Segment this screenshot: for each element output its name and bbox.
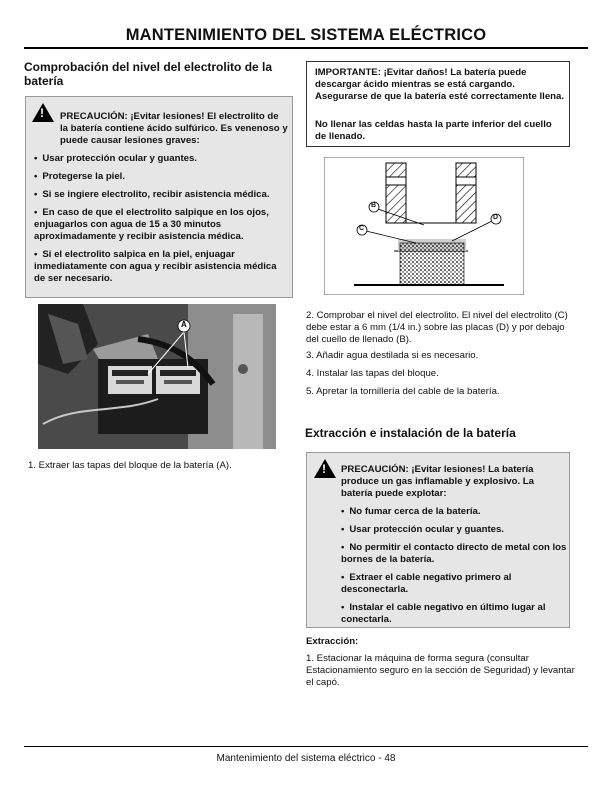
caution-bullet: • Instalar el cable negativo en último lugar al conectarla. [341,602,546,625]
section-heading-battery-removal: Extracción e instalación de la batería [305,426,516,440]
caution-bullet: • Protegerse la piel. [34,171,126,182]
caution-bullet: • Si se ingiere electrolito, recibir asistencia médica. [34,189,270,200]
step-4-install-caps: 4. Instalar las tapas del bloque. [306,368,439,379]
caution-intro: PRECAUCIÓN: ¡Evitar lesiones! La batería produce un gas inflamable y explosivo. La batería puede explotar: [341,464,534,499]
step-3-add-water: 3. Añadir agua destilada si es necesario. [306,350,479,361]
caution-bullet: • Si el electrolito salpica en la piel, enjuagar inmediatamente con agua y recibir asistencia médica de ser necesario. [34,249,277,284]
caution-bullet: • No permitir el contacto directo de metal con los bornes de la batería. [341,542,567,565]
caution-bullet-list [34,153,288,291]
important-text-2: No llenar las celdas hasta la parte inferior del cuello de llenado. [315,119,552,142]
caution-bullet-list [341,506,567,632]
caution-bullet: • Extraer el cable negativo primero al desconectarla. [341,572,512,595]
warning-triangle-icon [314,459,336,478]
diagram-label-d: D [493,214,499,221]
photo-callout-label: A [181,320,187,329]
cell-cross-section-illustration [324,157,524,295]
step-5-tighten-cable: 5. Apretar la tornillería del cable de la batería. [306,386,500,397]
removal-step-1: 1. Estacionar la máquina de forma segura (consultar Estacionamiento seguro en la sección de Seguridad) y levantar el capó. [306,653,575,688]
battery-photo [38,304,276,449]
electrolyte-level-diagram [324,157,524,295]
header-rule [24,47,588,49]
page-title: MANTENIMIENTO DEL SISTEMA ELÉCTRICO [125,26,487,44]
removal-heading: Extracción: [306,636,359,647]
caution-box-acid [25,96,293,298]
step-1-remove-caps: 1. Extraer las tapas del bloque de la batería (A). [28,460,232,471]
caution-bullet: • Usar protección ocular y guantes. [341,524,504,535]
step-2-check-level: 2. Comprobar el nivel del electrolito. El nivel del electrolito (C) debe estar a 6 mm (1/4 in.) sobre las placas (D) y por debajo del cuello de llenado (B). [306,310,568,345]
battery-photo-illustration [38,304,276,449]
page-footer: Mantenimiento del sistema eléctrico - 48 [216,753,396,764]
caution-box-explosive [306,452,570,628]
important-text-1: IMPORTANTE: ¡Evitar daños! La batería puede descargar ácido mientras se está cargando. Asegurarse de que la batería esté correctamente llena. [315,67,565,102]
diagram-label-b: B [371,202,377,209]
section-heading-electrolyte: Comprobación del nivel del electrolito de la batería [24,60,273,88]
diagram-label-c: C [359,225,365,232]
caution-bullet: • Usar protección ocular y guantes. [34,153,197,164]
warning-triangle-icon [32,103,54,122]
caution-intro: PRECAUCIÓN: ¡Evitar lesiones! El electrolito de la batería contiene ácido sulfúrico. Es venenoso y puede causar lesiones graves: [60,111,288,146]
footer-rule [24,746,588,747]
caution-bullet: • En caso de que el electrolito salpique en los ojos, enjuagarlos con agua de 15 a 30 minutos aproximadamente y recibir asistencia médica. [34,207,269,242]
important-notice-box [306,61,570,147]
caution-bullet: • No fumar cerca de la batería. [341,506,481,517]
